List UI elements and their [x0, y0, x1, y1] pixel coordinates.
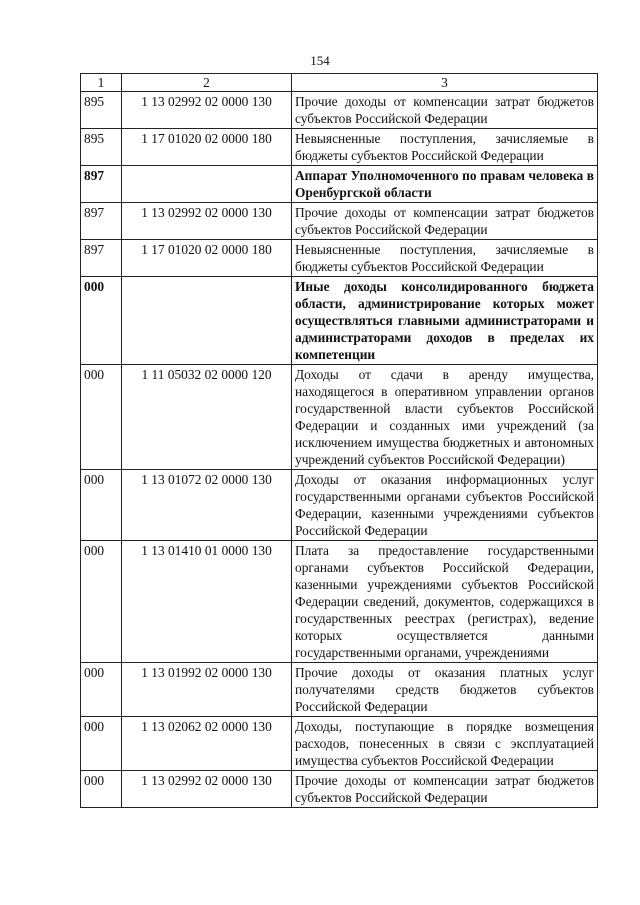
table-row: [81, 470, 598, 541]
revenue-name-cell: Доходы от оказания информационных услуг государственными органами субъектов Российской Федерации, казенными учреждениями субъектов Российской Федерации: [292, 470, 598, 541]
budget-classification-code-cell: 1 13 02992 02 0000 130: [122, 203, 292, 240]
budget-classification-code-cell: 1 13 02992 02 0000 130: [122, 92, 292, 129]
table-row: [81, 717, 598, 771]
revenue-name-cell: Прочие доходы от компенсации затрат бюджетов субъектов Российской Федерации: [292, 92, 598, 129]
budget-classification-code-cell: 1 13 02062 02 0000 130: [122, 717, 292, 771]
page-number: 154: [310, 53, 330, 68]
revenue-name-cell: Прочие доходы от компенсации затрат бюджетов субъектов Российской Федерации: [292, 203, 598, 240]
table-row: [81, 541, 598, 663]
table-row: [81, 129, 598, 166]
table-row: [81, 92, 598, 129]
table-row: [81, 365, 598, 470]
column-header-2: 2: [122, 74, 292, 92]
revenue-name-cell: Невыясненные поступления, зачисляемые в бюджеты субъектов Российской Федерации: [292, 240, 598, 277]
revenue-name-cell: Доходы от сдачи в аренду имущества, находящегося в оперативном управлении органов государственной власти субъектов Российской Федерации и созданных ими учреждений (за исключением имущества бюджетных и автономных учреждений субъектов Российской Федерации): [292, 365, 598, 470]
budget-classification-code-cell: 1 13 02992 02 0000 130: [122, 771, 292, 808]
revenue-name-cell: Плата за предоставление государственными органами субъектов Российской Федерации, казенными учреждениями субъектов Российской Федерации сведений, документов, содержащихся в государственных реестрах (регистрах), ведение которых осуществляется данными государственными органами, учреждениями: [292, 541, 598, 663]
revenue-table: [80, 73, 598, 808]
budget-classification-code-cell: [122, 277, 292, 365]
budget-classification-code-cell: 1 17 01020 02 0000 180: [122, 240, 292, 277]
table-row: [81, 240, 598, 277]
table-row: [81, 203, 598, 240]
administrator-code-cell: 895: [81, 129, 122, 166]
administrator-code-cell: 000: [81, 541, 122, 663]
administrator-code-cell: 000: [81, 277, 122, 365]
table-row: [81, 166, 598, 203]
administrator-code-cell: 897: [81, 166, 122, 203]
administrator-code-cell: 897: [81, 203, 122, 240]
budget-classification-code-cell: 1 13 01410 01 0000 130: [122, 541, 292, 663]
revenue-name-cell: Невыясненные поступления, зачисляемые в бюджеты субъектов Российской Федерации: [292, 129, 598, 166]
revenue-name-cell: Доходы, поступающие в порядке возмещения расходов, понесенных в связи с эксплуатацией имущества субъектов Российской Федерации: [292, 717, 598, 771]
budget-classification-code-cell: 1 11 05032 02 0000 120: [122, 365, 292, 470]
administrator-code-cell: 000: [81, 365, 122, 470]
column-header-1: 1: [81, 74, 122, 92]
administrator-code-cell: 000: [81, 717, 122, 771]
column-header-3: 3: [292, 74, 598, 92]
administrator-code-cell: 000: [81, 663, 122, 717]
table-header-row: [81, 74, 598, 92]
administrator-code-cell: 897: [81, 240, 122, 277]
table-row: [81, 771, 598, 808]
revenue-name-cell: Прочие доходы от оказания платных услуг получателями средств бюджетов субъектов Российской Федерации: [292, 663, 598, 717]
budget-classification-code-cell: 1 13 01992 02 0000 130: [122, 663, 292, 717]
budget-classification-code-cell: [122, 166, 292, 203]
revenue-name-cell: Иные доходы консолидированного бюджета области, администрирование которых может осуществляться главными администраторами и администраторами доходов в пределах их компетенции: [292, 277, 598, 365]
administrator-code-cell: 000: [81, 470, 122, 541]
table-row: [81, 277, 598, 365]
budget-classification-code-cell: 1 13 01072 02 0000 130: [122, 470, 292, 541]
administrator-code-cell: 000: [81, 771, 122, 808]
administrator-code-cell: 895: [81, 92, 122, 129]
table-row: [81, 663, 598, 717]
revenue-name-cell: Аппарат Уполномоченного по правам человека в Оренбургской области: [292, 166, 598, 203]
revenue-name-cell: Прочие доходы от компенсации затрат бюджетов субъектов Российской Федерации: [292, 771, 598, 808]
budget-classification-code-cell: 1 17 01020 02 0000 180: [122, 129, 292, 166]
